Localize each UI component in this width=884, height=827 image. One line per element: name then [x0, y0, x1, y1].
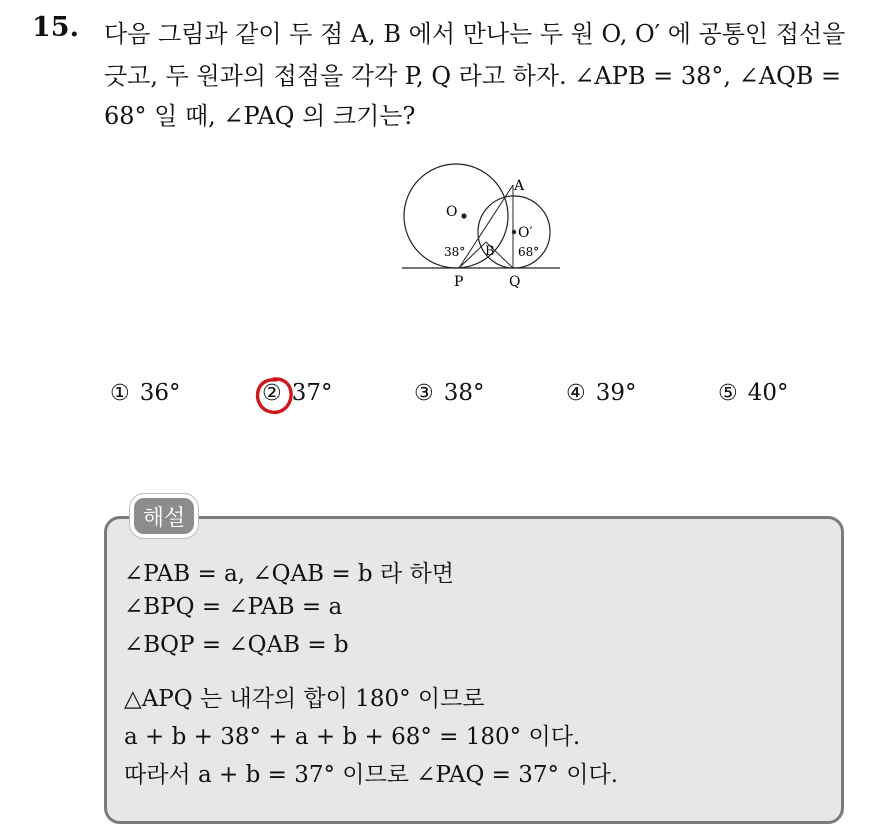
label-P: P [454, 274, 464, 290]
choice-2-text: 37° [291, 380, 333, 406]
solution-line-5: a + b + 38° + a + b + 68° = 180° 이다. [124, 724, 581, 750]
angle-right-label: 68° [518, 245, 540, 259]
answer-circle-mark [252, 374, 296, 418]
solution-line-4: △APQ 는 내각의 합이 180° 이므로 [124, 686, 485, 712]
label-B: B [485, 244, 495, 259]
geometry-figure [396, 150, 566, 304]
choice-4-text: 39° [595, 380, 637, 406]
choice-2-marker: ② [262, 381, 282, 406]
question-text-line-3: 68° 일 때, ∠PAQ 의 크기는? [104, 102, 416, 130]
angle-left-label: 38° [444, 245, 466, 259]
choice-5-text: 40° [747, 380, 789, 406]
label-A: A [514, 178, 525, 194]
choice-3-text: 38° [443, 380, 485, 406]
label-O-prime: O′ [518, 225, 533, 241]
center-O-dot [461, 213, 466, 218]
choice-5-marker: ⑤ [718, 381, 738, 406]
solution-line-3: ∠BQP = ∠QAB = b [124, 632, 349, 658]
question-text-line-1: 다음 그림과 같이 두 점 A, B 에서 만나는 두 원 O, O′ 에 공통인 접선을 [104, 20, 846, 48]
center-O-prime-dot [512, 230, 516, 234]
solution-line-1: ∠PAB = a, ∠QAB = b 라 하면 [124, 561, 454, 587]
choice-5[interactable] [718, 380, 789, 406]
question-text-line-2: 긋고, 두 원과의 접점을 각각 P, Q 라고 하자. ∠APB = 38°, ∠AQB = [104, 62, 842, 90]
solution-line-2: ∠BPQ = ∠PAB = a [124, 594, 343, 620]
circles-diagram [396, 150, 566, 300]
choice-1-text: 36° [139, 380, 181, 406]
solution-line-6: 따라서 a + b = 37° 이므로 ∠PAQ = 37° 이다. [124, 762, 619, 788]
choice-1-marker: ① [110, 381, 130, 406]
label-O: O [446, 204, 458, 220]
choice-3[interactable] [414, 380, 485, 406]
solution-tag: 해설 [130, 494, 198, 538]
choice-4-marker: ④ [566, 381, 586, 406]
choice-1[interactable] [110, 380, 181, 406]
choice-3-marker: ③ [414, 381, 434, 406]
question-number: 15. [32, 12, 79, 43]
choice-4[interactable] [566, 380, 637, 406]
label-Q: Q [509, 274, 521, 290]
